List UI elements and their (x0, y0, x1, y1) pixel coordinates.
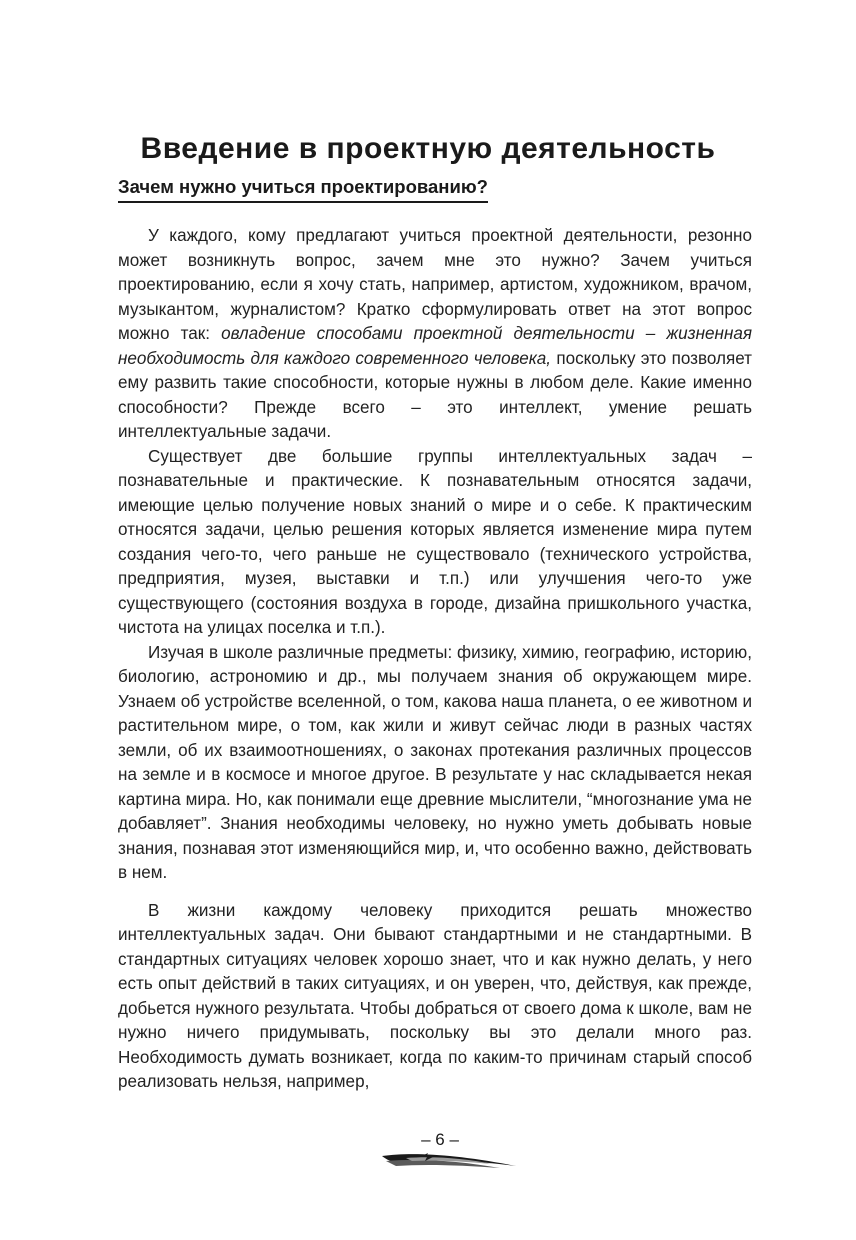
paragraph-1-text-end: поскольку это позволяет ему развить такие способности, которые нужны в любом деле. Какие именно способности? Прежде всего – это интеллект, умение решать интеллектуальные задачи. (118, 348, 752, 441)
section-heading: Зачем нужно учиться проектированию? (118, 176, 488, 203)
paragraph-1-emphasis: овладение способами проектной деятельности – жизненная необходимость для каждого современного человека, (118, 324, 752, 368)
body-text (118, 224, 752, 1095)
page-footer (360, 1126, 520, 1176)
paragraph-1-text-start: У каждого, кому предлагают учиться проектной деятельности, резонно может возникнуть вопрос, зачем мне это нужно? Зачем учиться проектированию, если я хочу стать, например, артистом, художником, врачом, музыкантом, журналистом? Кратко сформулировать ответ на этот вопрос можно так: (118, 226, 752, 343)
page-number: – 6 – (421, 1130, 459, 1149)
paragraph-2: Существует две большие группы интеллектуальных задач – познавательные и практические. К познавательным относятся задачи, имеющие целью получение новых знаний о мире и о себе. К практическим относятся задачи, целью решения которых является изменение мира путем создания чего-то, чего раньше не существовало (технического устройства, предприятия, музея, выставки и т.п.) или улучшения чего-то уже существующего (состояния воздуха в городе, дизайна пришкольного участка, чистота на улицах поселка и т.п.). (118, 446, 752, 637)
paragraph-4: В жизни каждому человеку приходится решать множество интеллектуальных задач. Они бывают стандартными и не стандартными. В стандартных ситуациях человек хорошо знает, что и как нужно делать, у него есть опыт действий в таких ситуациях, и он уверен, что, действуя, как прежде, добьется нужного результата. Чтобы добраться от своего дома к школе, вам не нужно ничего придумывать, поскольку вы это делали много раз. Необходимость думать возникает, когда по каким-то причинам старый способ реализовать нельзя, например, (118, 900, 752, 1091)
paragraph-1 (118, 224, 752, 445)
swoosh-ornament-icon (360, 1148, 520, 1174)
paragraph-3: Изучая в школе различные предметы: физику, химию, географию, историю, биологию, астрономию и др., мы получаем знания об окружающем мире. Узнаем об устройстве вселенной, о том, какова наша планета, о ее животном и растительном мире, о том, как жили и живут сейчас люди в разных частях земли, об их взаимоотношениях, о законах протекания различных процессов на земле и в космосе и многое другое. В результате у нас складывается некая картина мира. Но, как понимали еще древние мыслители, “многознание ума не добавляет”. Знания необходимы человеку, но нужно уметь добывать новые знания, познавая этот изменяющийся мир, и, что особенно важно, действовать в нем. (118, 642, 752, 882)
page-title: Введение в проектную деятельность (140, 132, 716, 166)
